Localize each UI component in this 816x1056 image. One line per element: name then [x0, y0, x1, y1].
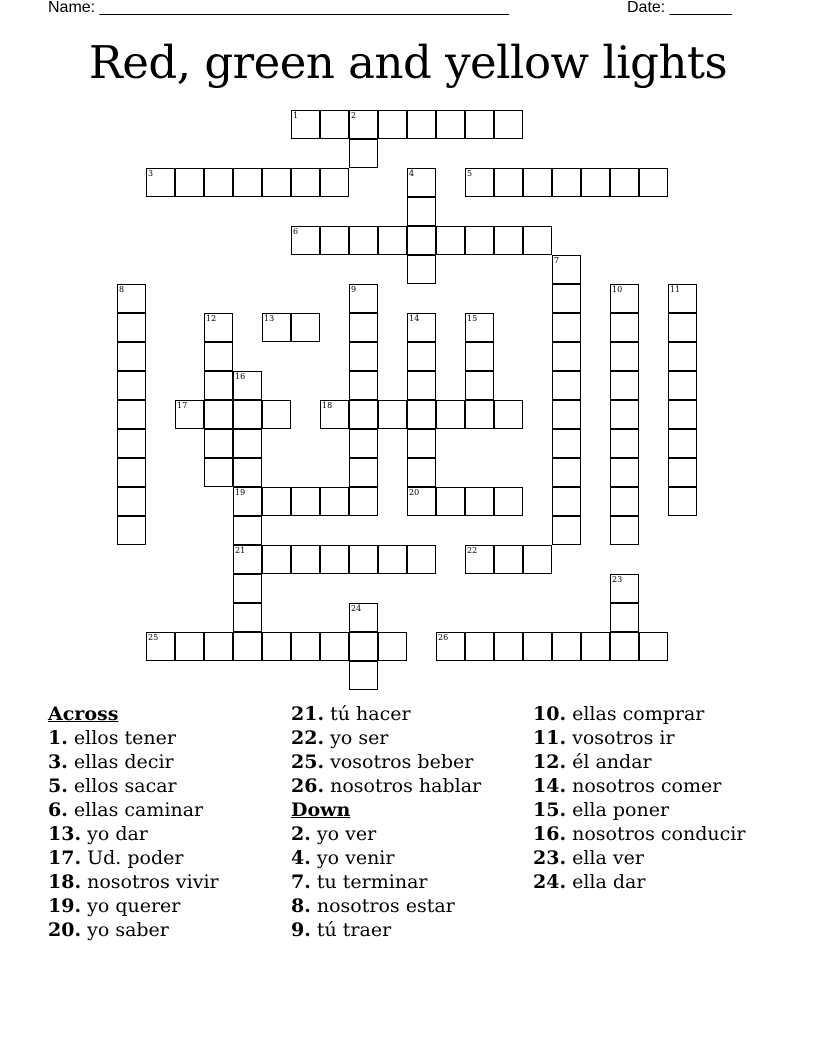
clue-item: [291, 822, 541, 846]
grid-cell[interactable]: [465, 400, 494, 429]
grid-cell[interactable]: [610, 632, 639, 661]
clue-item: [291, 774, 541, 798]
grid-cell[interactable]: [291, 313, 320, 342]
grid-cell[interactable]: [610, 313, 639, 342]
grid-cell[interactable]: [610, 516, 639, 545]
clue-item-text: ellas decir: [67, 751, 174, 773]
clue-column-2: [291, 702, 541, 942]
clue-item-number: 12.: [533, 751, 567, 773]
grid-cell[interactable]: [407, 545, 436, 574]
grid-cell[interactable]: [349, 603, 378, 632]
grid-cell[interactable]: [610, 487, 639, 516]
grid-cell[interactable]: [552, 313, 581, 342]
grid-cell[interactable]: [639, 168, 668, 197]
clue-number: 26: [438, 633, 449, 642]
grid-cell[interactable]: [552, 342, 581, 371]
grid-cell[interactable]: [204, 168, 233, 197]
clue-item-number: 20.: [48, 919, 82, 941]
grid-cell[interactable]: [407, 197, 436, 226]
clue-item: [533, 726, 783, 750]
clue-item: [533, 702, 783, 726]
clue-item-text: él andar: [566, 751, 652, 773]
grid-cell[interactable]: [175, 632, 204, 661]
clue-item-text: ellos tener: [67, 727, 176, 749]
grid-cell[interactable]: [233, 487, 262, 516]
clue-item-number: 18.: [48, 871, 82, 893]
grid-cell[interactable]: [117, 342, 146, 371]
grid-cell[interactable]: [465, 313, 494, 342]
grid-cell[interactable]: [581, 168, 610, 197]
grid-cell[interactable]: [610, 603, 639, 632]
clue-item-number: 13.: [48, 823, 82, 845]
grid-cell[interactable]: [378, 545, 407, 574]
clue-item-text: yo querer: [81, 895, 181, 917]
grid-cell[interactable]: [610, 168, 639, 197]
clue-item-number: 25.: [291, 751, 325, 773]
grid-cell[interactable]: [320, 168, 349, 197]
clue-number: 5: [467, 169, 473, 178]
clue-item-number: 15.: [533, 799, 567, 821]
grid-cell[interactable]: [349, 545, 378, 574]
grid-cell[interactable]: [407, 487, 436, 516]
grid-cell[interactable]: [407, 429, 436, 458]
clue-number: 11: [670, 285, 681, 294]
grid-cell[interactable]: [262, 400, 291, 429]
clue-number: 19: [235, 488, 246, 497]
grid-cell[interactable]: [233, 603, 262, 632]
grid-cell[interactable]: [204, 371, 233, 400]
grid-cell[interactable]: [552, 284, 581, 313]
clue-number: 18: [322, 401, 333, 410]
grid-cell[interactable]: [175, 400, 204, 429]
clue-column-3: [533, 702, 783, 894]
grid-cell[interactable]: [494, 110, 523, 139]
grid-cell[interactable]: [494, 400, 523, 429]
clue-number: 17: [177, 401, 188, 410]
grid-cell[interactable]: [320, 632, 349, 661]
grid-cell[interactable]: [378, 632, 407, 661]
clue-item-text: nosotros hablar: [324, 775, 482, 797]
clue-item-text: ellas caminar: [67, 799, 204, 821]
grid-cell[interactable]: [320, 400, 349, 429]
clue-item-text: yo dar: [81, 823, 148, 845]
grid-cell[interactable]: [349, 284, 378, 313]
grid-cell[interactable]: [610, 400, 639, 429]
clue-item-text: yo saber: [81, 919, 169, 941]
grid-cell[interactable]: [494, 632, 523, 661]
grid-cell[interactable]: [262, 545, 291, 574]
grid-cell[interactable]: [407, 400, 436, 429]
clue-number: 22: [467, 546, 478, 555]
grid-cell[interactable]: [407, 342, 436, 371]
grid-cell[interactable]: [291, 226, 320, 255]
grid-cell[interactable]: [610, 284, 639, 313]
clue-item-number: 9.: [291, 919, 311, 941]
clue-item-number: 23.: [533, 847, 567, 869]
clue-number: 24: [351, 604, 362, 613]
clue-item-number: 11.: [533, 727, 567, 749]
grid-cell[interactable]: [378, 110, 407, 139]
grid-cell[interactable]: [407, 458, 436, 487]
clue-item-number: 2.: [291, 823, 311, 845]
page-title: Red, green and yellow lights: [88, 36, 728, 89]
clue-number: 12: [206, 314, 217, 323]
clue-item-text: ellas comprar: [566, 703, 705, 725]
date-field: Date: _______: [627, 0, 732, 16]
clue-item-text: nosotros estar: [310, 895, 455, 917]
grid-cell[interactable]: [175, 168, 204, 197]
clue-item-text: vosotros ir: [566, 727, 675, 749]
grid-cell[interactable]: [233, 574, 262, 603]
clue-item: [291, 894, 541, 918]
grid-cell[interactable]: [494, 168, 523, 197]
clue-item: [48, 774, 298, 798]
clue-item-number: 14.: [533, 775, 567, 797]
grid-cell[interactable]: [349, 226, 378, 255]
grid-cell[interactable]: [262, 632, 291, 661]
grid-cell[interactable]: [552, 458, 581, 487]
clue-item: [48, 870, 298, 894]
clue-item-number: 1.: [48, 727, 68, 749]
clue-item-number: 7.: [291, 871, 311, 893]
clue-item-number: 26.: [291, 775, 325, 797]
clue-item-number: 22.: [291, 727, 325, 749]
grid-cell[interactable]: [552, 371, 581, 400]
clue-item-text: Ud. poder: [81, 847, 184, 869]
clue-heading: Across: [48, 703, 119, 725]
grid-cell[interactable]: [668, 458, 697, 487]
clue-item-number: 6.: [48, 799, 68, 821]
grid-cell[interactable]: [581, 632, 610, 661]
grid-cell[interactable]: [117, 313, 146, 342]
clue-number: 16: [235, 372, 246, 381]
grid-cell[interactable]: [349, 632, 378, 661]
clue-item: [291, 846, 541, 870]
grid-cell[interactable]: [117, 429, 146, 458]
grid-cell[interactable]: [117, 371, 146, 400]
clue-item-number: 21.: [291, 703, 325, 725]
grid-cell[interactable]: [552, 632, 581, 661]
grid-cell[interactable]: [204, 632, 233, 661]
grid-cell[interactable]: [668, 371, 697, 400]
grid-cell[interactable]: [146, 168, 175, 197]
clue-number: 15: [467, 314, 478, 323]
clue-item-number: 5.: [48, 775, 68, 797]
grid-cell[interactable]: [233, 168, 262, 197]
clue-item-number: 16.: [533, 823, 567, 845]
grid-cell[interactable]: [407, 168, 436, 197]
grid-cell[interactable]: [407, 226, 436, 255]
grid-cell[interactable]: [465, 342, 494, 371]
grid-cell[interactable]: [320, 487, 349, 516]
clue-item: [48, 894, 298, 918]
clue-item-number: 4.: [291, 847, 311, 869]
grid-cell[interactable]: [407, 313, 436, 342]
grid-cell[interactable]: [291, 487, 320, 516]
clue-item: [48, 750, 298, 774]
clue-item-text: tú traer: [310, 919, 392, 941]
grid-cell[interactable]: [146, 632, 175, 661]
clue-item: [291, 702, 541, 726]
grid-cell[interactable]: [378, 226, 407, 255]
grid-cell[interactable]: [523, 226, 552, 255]
grid-cell[interactable]: [552, 516, 581, 545]
grid-cell[interactable]: [494, 226, 523, 255]
clue-item: [48, 726, 298, 750]
clue-item-text: tu terminar: [310, 871, 428, 893]
grid-cell[interactable]: [204, 458, 233, 487]
grid-cell[interactable]: [552, 168, 581, 197]
grid-cell[interactable]: [523, 168, 552, 197]
grid-cell[interactable]: [233, 400, 262, 429]
clue-item-number: 3.: [48, 751, 68, 773]
clue-item-text: nosotros conducir: [566, 823, 746, 845]
grid-cell[interactable]: [262, 168, 291, 197]
grid-cell[interactable]: [349, 371, 378, 400]
grid-cell[interactable]: [610, 458, 639, 487]
grid-cell[interactable]: [262, 487, 291, 516]
grid-cell[interactable]: [117, 400, 146, 429]
clue-number: 8: [119, 285, 125, 294]
grid-cell[interactable]: [552, 255, 581, 284]
clue-number: 3: [148, 169, 154, 178]
grid-cell[interactable]: [668, 342, 697, 371]
grid-cell[interactable]: [639, 632, 668, 661]
grid-cell[interactable]: [204, 342, 233, 371]
clue-item-text: ella poner: [566, 799, 670, 821]
grid-cell[interactable]: [204, 429, 233, 458]
grid-cell[interactable]: [523, 632, 552, 661]
grid-cell[interactable]: [523, 545, 552, 574]
grid-cell[interactable]: [436, 487, 465, 516]
grid-cell[interactable]: [233, 429, 262, 458]
grid-cell[interactable]: [349, 429, 378, 458]
clue-item: [48, 798, 298, 822]
clue-item-number: 8.: [291, 895, 311, 917]
grid-cell[interactable]: [552, 429, 581, 458]
grid-cell[interactable]: [465, 545, 494, 574]
grid-cell[interactable]: [465, 110, 494, 139]
grid-cell[interactable]: [349, 400, 378, 429]
clue-item-text: vosotros beber: [324, 751, 474, 773]
clue-number: 9: [351, 285, 357, 294]
grid-cell[interactable]: [610, 342, 639, 371]
grid-cell[interactable]: [407, 110, 436, 139]
clue-item-text: ella ver: [566, 847, 644, 869]
grid-cell[interactable]: [117, 284, 146, 313]
clue-number: 1: [293, 111, 299, 120]
grid-cell[interactable]: [465, 487, 494, 516]
clue-item: [533, 822, 783, 846]
grid-cell[interactable]: [349, 661, 378, 690]
grid-cell[interactable]: [204, 313, 233, 342]
grid-cell[interactable]: [117, 516, 146, 545]
clue-item-number: 19.: [48, 895, 82, 917]
grid-cell[interactable]: [668, 487, 697, 516]
grid-cell[interactable]: [668, 313, 697, 342]
clue-heading: Down: [291, 799, 351, 821]
clue-number: 23: [612, 575, 623, 584]
clue-item: [533, 798, 783, 822]
grid-cell[interactable]: [233, 516, 262, 545]
clue-item-number: 24.: [533, 871, 567, 893]
clue-item-text: yo ser: [324, 727, 389, 749]
grid-cell[interactable]: [465, 168, 494, 197]
clue-item: [291, 750, 541, 774]
grid-cell[interactable]: [552, 487, 581, 516]
grid-cell[interactable]: [494, 545, 523, 574]
grid-cell[interactable]: [610, 429, 639, 458]
clue-item: [291, 870, 541, 894]
clue-number: 14: [409, 314, 420, 323]
grid-cell[interactable]: [436, 632, 465, 661]
grid-cell[interactable]: [436, 110, 465, 139]
grid-cell[interactable]: [349, 342, 378, 371]
clue-number: 10: [612, 285, 623, 294]
clue-item: [48, 918, 298, 942]
grid-cell[interactable]: [668, 429, 697, 458]
grid-cell[interactable]: [233, 632, 262, 661]
grid-cell[interactable]: [349, 110, 378, 139]
grid-cell[interactable]: [349, 487, 378, 516]
name-field: Name: ______________________________________________: [48, 0, 509, 16]
clue-item-text: yo venir: [310, 847, 395, 869]
clue-item: [48, 846, 298, 870]
grid-cell[interactable]: [465, 371, 494, 400]
clue-item-text: ellos sacar: [67, 775, 177, 797]
clue-number: 2: [351, 111, 357, 120]
clue-number: 13: [264, 314, 275, 323]
grid-cell[interactable]: [291, 632, 320, 661]
grid-cell[interactable]: [668, 284, 697, 313]
grid-cell[interactable]: [117, 458, 146, 487]
clue-item: [291, 726, 541, 750]
clue-item-text: nosotros vivir: [81, 871, 219, 893]
grid-cell[interactable]: [378, 400, 407, 429]
grid-cell[interactable]: [436, 226, 465, 255]
grid-cell[interactable]: [204, 400, 233, 429]
grid-cell[interactable]: [320, 545, 349, 574]
clue-item-text: yo ver: [310, 823, 377, 845]
grid-cell[interactable]: [407, 255, 436, 284]
grid-cell[interactable]: [552, 400, 581, 429]
grid-cell[interactable]: [349, 139, 378, 168]
grid-cell[interactable]: [465, 632, 494, 661]
grid-cell[interactable]: [610, 371, 639, 400]
grid-cell[interactable]: [494, 487, 523, 516]
clue-item-text: tú hacer: [324, 703, 411, 725]
clue-item: [533, 750, 783, 774]
grid-cell[interactable]: [407, 371, 436, 400]
clue-number: 7: [554, 256, 560, 265]
clue-item: [291, 918, 541, 942]
clue-item-text: ella dar: [566, 871, 646, 893]
clue-number: 4: [409, 169, 415, 178]
grid-cell[interactable]: [610, 574, 639, 603]
grid-cell[interactable]: [349, 313, 378, 342]
grid-cell[interactable]: [233, 371, 262, 400]
grid-cell[interactable]: [436, 400, 465, 429]
clue-number: 21: [235, 546, 246, 555]
grid-cell[interactable]: [262, 313, 291, 342]
grid-cell[interactable]: [291, 545, 320, 574]
clue-number: 20: [409, 488, 420, 497]
grid-cell[interactable]: [291, 168, 320, 197]
clue-item: [533, 774, 783, 798]
grid-cell[interactable]: [320, 226, 349, 255]
grid-cell[interactable]: [320, 110, 349, 139]
clue-item: [48, 822, 298, 846]
grid-cell[interactable]: [668, 400, 697, 429]
clue-number: 6: [293, 227, 299, 236]
grid-cell[interactable]: [465, 226, 494, 255]
clue-item-number: 17.: [48, 847, 82, 869]
grid-cell[interactable]: [233, 545, 262, 574]
clue-column-1: [48, 702, 298, 942]
grid-cell[interactable]: [349, 458, 378, 487]
clue-item: [533, 846, 783, 870]
clue-item-text: nosotros comer: [566, 775, 722, 797]
grid-cell[interactable]: [233, 458, 262, 487]
grid-cell[interactable]: [117, 487, 146, 516]
clue-number: 25: [148, 633, 159, 642]
clue-item-number: 10.: [533, 703, 567, 725]
clue-item: [533, 870, 783, 894]
grid-cell[interactable]: [291, 110, 320, 139]
